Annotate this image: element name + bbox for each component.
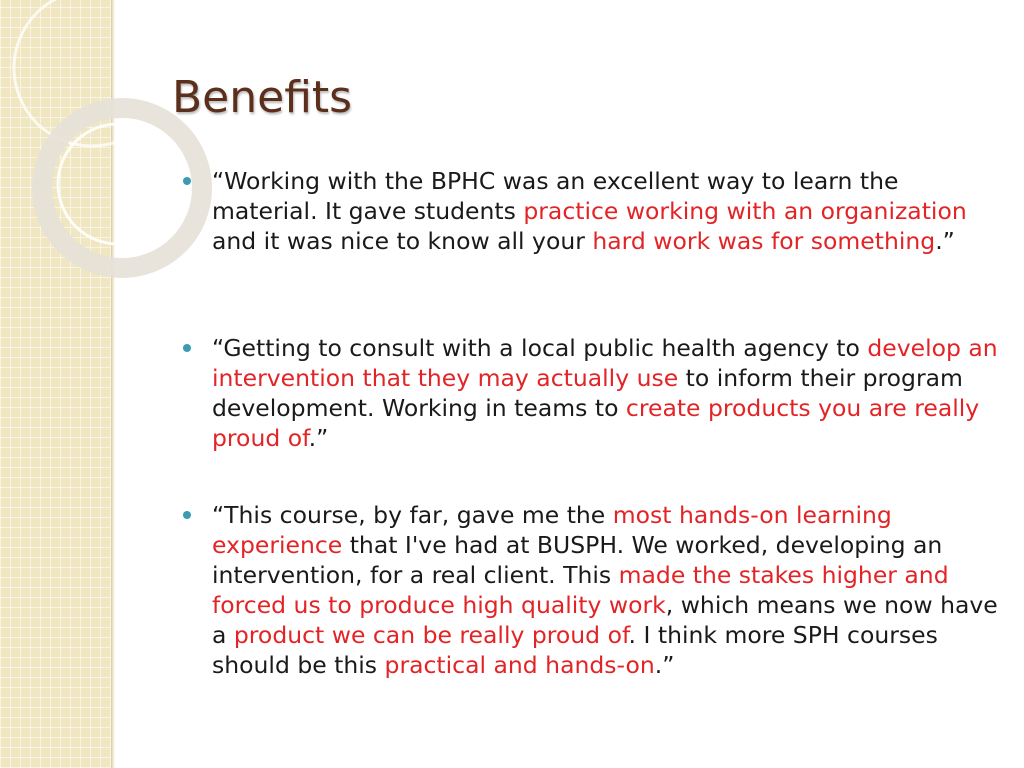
quote-text-run: “This course, by far, gave me the bbox=[212, 501, 613, 529]
quote-text-run: .” bbox=[654, 651, 675, 679]
quote-text-run: to inform their program development. Working in teams to bbox=[212, 364, 963, 422]
quote-text-run: and it was nice to know all your bbox=[212, 227, 593, 255]
decorative-rings bbox=[0, 0, 200, 320]
highlighted-phrase: practical and hands-on bbox=[384, 651, 655, 679]
quote-bullet bbox=[212, 500, 1002, 680]
highlighted-phrase: develop an intervention that they may actually use bbox=[212, 334, 998, 392]
highlighted-phrase: made the stakes higher and forced us to produce high quality work bbox=[212, 561, 949, 619]
quote-text-run: .” bbox=[308, 424, 329, 452]
quote-text-run: .” bbox=[935, 227, 955, 255]
quote-bullet bbox=[212, 166, 1002, 256]
bullet-dot-icon bbox=[183, 511, 191, 519]
highlighted-phrase: product we can be really proud of bbox=[233, 621, 629, 649]
slide-title: Benefits bbox=[172, 72, 353, 123]
highlighted-phrase: most hands-on learning experience bbox=[212, 501, 892, 559]
quote-text-run: , which means we now have a bbox=[212, 591, 998, 649]
quote-text-run: “Getting to consult with a local public health agency to bbox=[212, 334, 868, 362]
highlighted-phrase: create products you are really proud of bbox=[212, 394, 980, 452]
quote-text-run: that I've had at BUSPH. We worked, developing an intervention, for a real client. This bbox=[212, 531, 943, 589]
quote-bullet bbox=[212, 333, 1002, 453]
quote-text bbox=[212, 167, 967, 255]
highlighted-phrase: hard work was for something bbox=[592, 227, 936, 255]
bullet-dot-icon bbox=[183, 177, 191, 185]
highlighted-phrase: practice working with an organization bbox=[523, 197, 967, 225]
quote-text bbox=[212, 334, 998, 452]
quote-text bbox=[212, 501, 998, 679]
quote-text-run: . I think more SPH courses should be this bbox=[212, 621, 938, 679]
bullet-dot-icon bbox=[183, 344, 191, 352]
quote-text-run: “Working with the BPHC was an excellent way to learn the material. It gave students bbox=[212, 167, 899, 225]
